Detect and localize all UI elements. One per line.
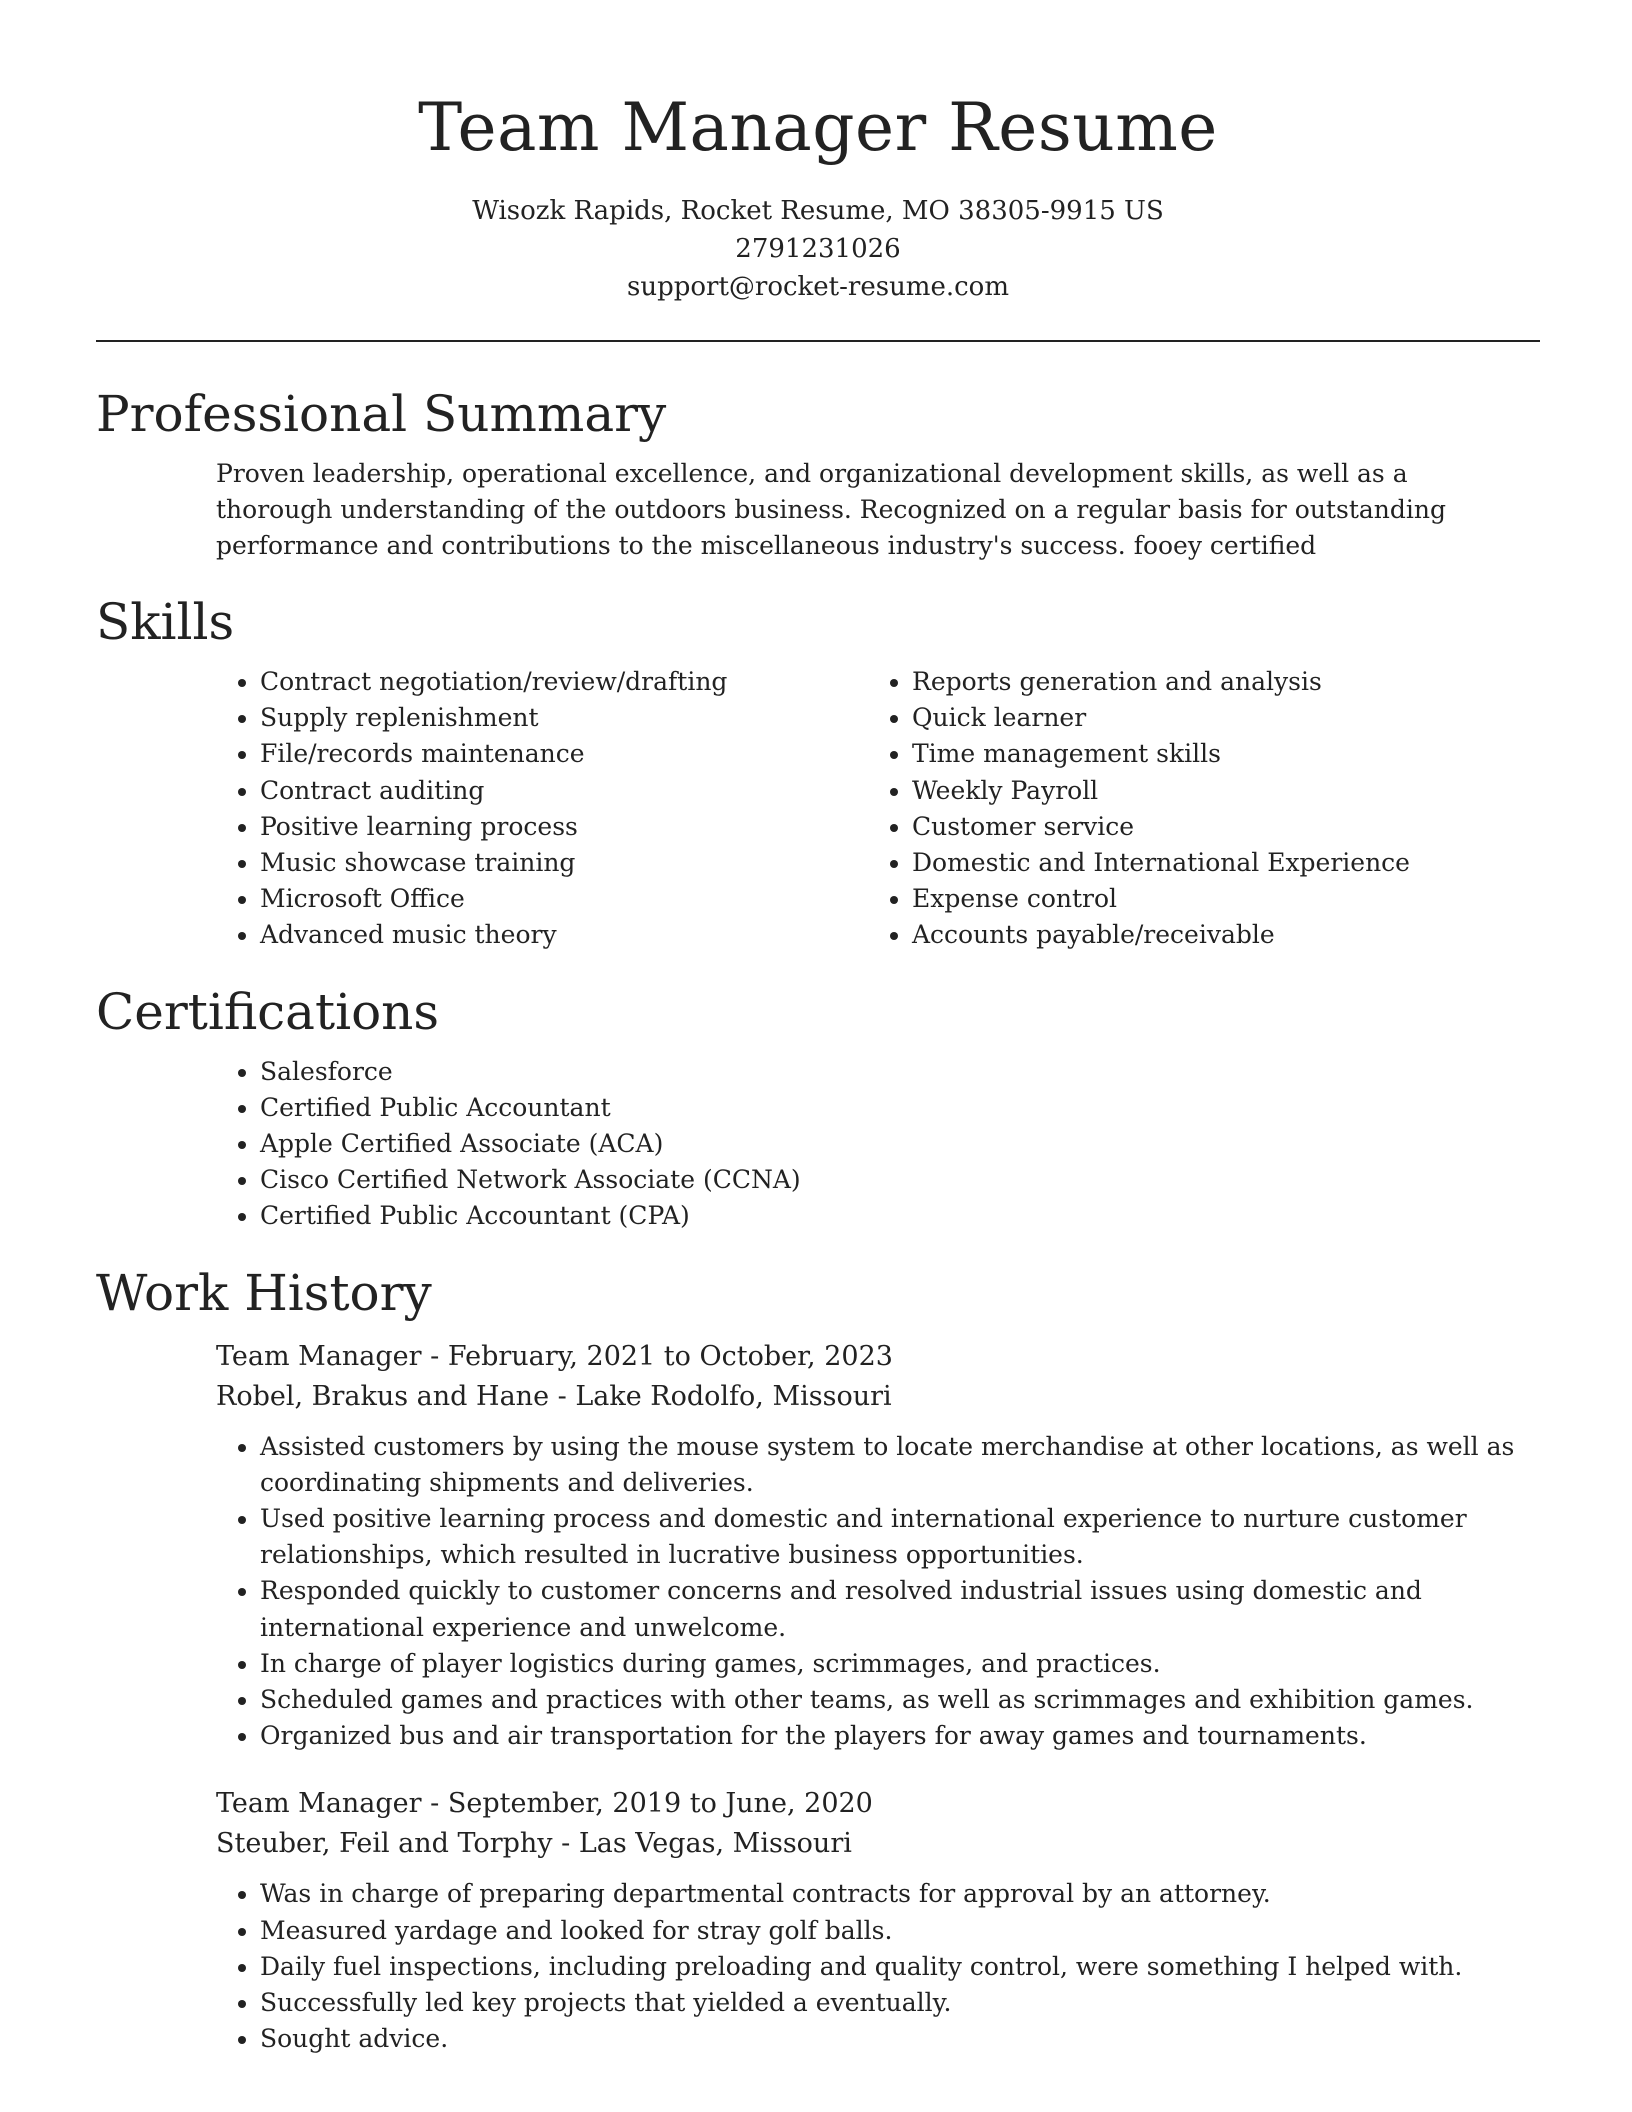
job-company-line: Steuber, Feil and Torphy - Las Vegas, Missouri [216,1828,852,1860]
job-bullet: • Organized bus and air transportation for the players for away games and tournaments. [260,1718,1540,1754]
certification-item: • Certified Public Accountant [260,1090,1540,1126]
work-history-section [96,1263,1540,2058]
skill-item: • Reports generation and analysis [912,664,1410,700]
summary-text: Proven leadership, operational excellence, and organizational development skills, as well as a thorough understanding of the outdoors business. Recognized on a regular basis for outstanding performance and contributions to the miscellaneous industry's success. fooey certified [216,459,1446,560]
contact-phone: 2791231026 [735,234,901,264]
skill-item: • Supply replenishment [260,700,748,736]
header-divider [96,340,1540,342]
certifications-list [96,1054,1540,1235]
job-bullet: • In charge of player logistics during games, scrimmages, and practices. [260,1646,1540,1682]
job-bullet: • Measured yardage and looked for stray golf balls. [260,1913,1540,1949]
job-entry [96,1337,1540,1755]
job-bullet: • Scheduled games and practices with other teams, as well as scrimmages and exhibition games. [260,1682,1540,1718]
skill-item: • Weekly Payroll [912,773,1410,809]
job-title-line: Team Manager - February, 2021 to October, 2023 [216,1340,893,1372]
job-bullet: • Was in charge of preparing departmental contracts for approval by an attorney. [260,1876,1540,1912]
certifications-heading: Certifications [96,982,440,1041]
certification-item: • Certified Public Accountant (CPA) [260,1198,1540,1234]
job-title-line: Team Manager - September, 2019 to June, 2020 [216,1788,873,1820]
contact-email: support@rocket-resume.com [626,272,1009,302]
skill-item: • Contract auditing [260,773,748,809]
certification-item: • Cisco Certified Network Associate (CCNA) [260,1162,1540,1198]
job-bullet: • Successfully led key projects that yielded a eventually. [260,1985,1540,2021]
skill-item: • Music showcase training [260,845,748,881]
summary-section [96,384,1540,564]
skill-item: • Advanced music theory [260,917,748,953]
skill-item: • Customer service [912,809,1410,845]
skill-item: • Microsoft Office [260,881,748,917]
job-bullets [96,1876,1540,2057]
skill-item: • Contract negotiation/review/drafting [260,664,748,700]
skill-item: • Domestic and International Experience [912,845,1410,881]
resume-page [96,80,1540,2057]
skill-item: • Quick learner [912,700,1410,736]
resume-header [96,80,1540,306]
skill-item: • Positive learning process [260,809,748,845]
skills-list-left [96,664,748,954]
certifications-section [96,982,1540,1235]
job-entry [96,1784,1540,2057]
job-company-line: Robel, Brakus and Hane - Lake Rodolfo, Missouri [216,1380,892,1412]
skill-item: • Expense control [912,881,1410,917]
certification-item: • Salesforce [260,1054,1540,1090]
summary-heading: Professional Summary [96,385,667,443]
job-bullet: • Daily fuel inspections, including preloading and quality control, were something I helped with. [260,1949,1540,1985]
work-history-heading: Work History [96,1263,432,1322]
job-bullets [96,1429,1540,1755]
skills-heading: Skills [96,593,235,651]
contact-address: Wisozk Rapids, Rocket Resume, MO 38305-9915 US [472,196,1164,226]
skills-list-right [748,664,1410,954]
job-bullet: • Responded quickly to customer concerns and resolved industrial issues using domestic and international experience and unwelcome. [260,1573,1540,1645]
certification-item: • Apple Certified Associate (ACA) [260,1126,1540,1162]
resume-title: Team Manager Resume [418,89,1218,166]
job-bullet: • Sought advice. [260,2021,1540,2057]
skills-columns [96,664,1540,954]
skill-item: • File/records maintenance [260,736,748,772]
skills-section [96,592,1540,954]
job-bullet: • Assisted customers by using the mouse system to locate merchandise at other locations, as well as coordinating shipments and deliveries. [260,1429,1540,1501]
job-bullet: • Used positive learning process and domestic and international experience to nurture customer relationships, which resulted in lucrative business opportunities. [260,1501,1540,1573]
skill-item: • Accounts payable/receivable [912,917,1410,953]
skill-item: • Time management skills [912,736,1410,772]
